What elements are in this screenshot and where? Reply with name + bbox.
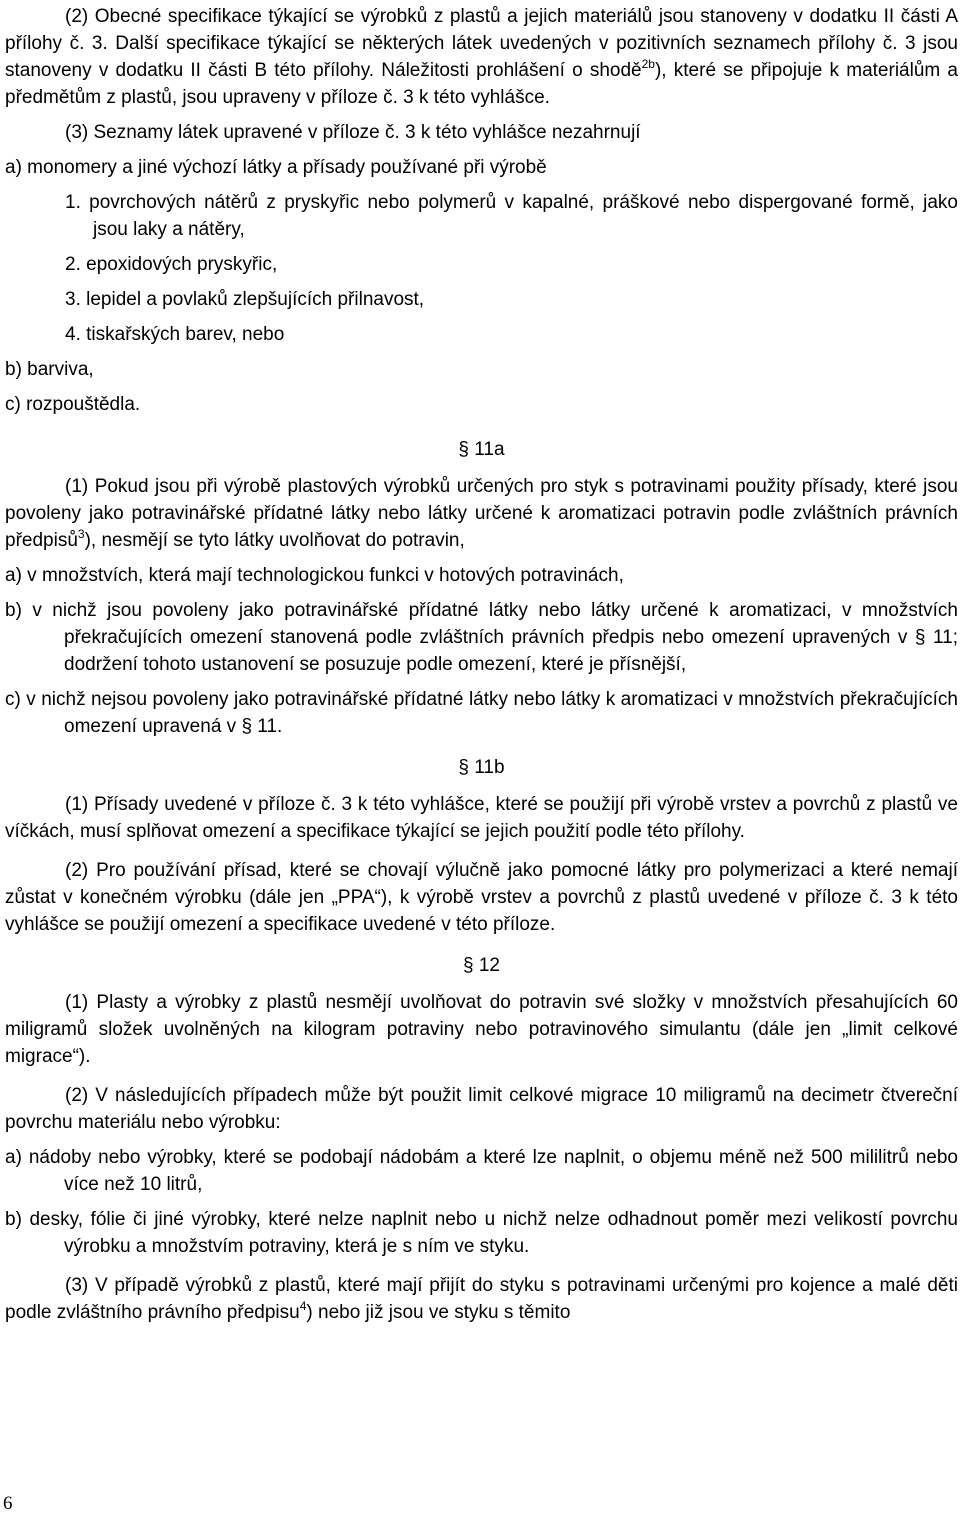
section-12-item-b: b) desky, fólie či jiné výrobky, které nelze naplnit nebo u nichž nelze odhadnout poměr mezi velikostí povrchu výrobku a množstvím potraviny, která je s ním ve styku. xyxy=(5,1209,958,1257)
section-12-paragraph-2: (2) V následujících případech může být použit limit celkové migrace 10 miligramů na decimetr čtvereční povrchu materiálu nebo výrobku: xyxy=(5,1085,958,1133)
section-heading-11a: § 11a xyxy=(458,439,505,460)
section-heading-11b: § 11b xyxy=(458,757,505,778)
paragraph-lists-exclusion: (3) Seznamy látek upravené v příloze č. 3 k této vyhlášce nezahrnují xyxy=(65,122,641,143)
footnote-ref[interactable]: 3 xyxy=(77,527,85,541)
list-item-1: 1. povrchových nátěrů z pryskyřic nebo polymerů v kapalné, práškové nebo dispergované formě, jako jsou laky a nátěry, xyxy=(65,192,958,240)
list-item-4: 4. tiskařských barev, nebo xyxy=(65,324,285,345)
section-12-paragraph-1: (1) Plasty a výrobky z plastů nesmějí uvolňovat do potravin své složky v množstvích přesahujících 60 miligramů složek uvolněných na kilogram potraviny nebo potravinového simulantu (dále jen „limit celkové migrace“). xyxy=(5,992,958,1067)
list-item-b: b) barviva, xyxy=(5,359,94,380)
section-11a-item-a: a) v množstvích, která mají technologickou funkci v hotových potravinách, xyxy=(5,565,624,586)
list-item-3: 3. lepidel a povlaků zlepšujících přilnavost, xyxy=(65,289,425,310)
section-12-paragraph-3: (3) V případě výrobků z plastů, které mají přijít do styku s potravinami určenými pro kojence a malé děti podle zvláštního právního předpisu$^4$) nebo již jsou ve styku s těmito xyxy=(5,1275,958,1323)
section-11a-item-b: b) v nichž jsou povoleny jako potravinářské přídatné látky nebo látky určené k aromatizaci, v množstvích překračujících omezení stanovená podle zvláštních právních předpis nebo omezení upravených v § 11; dodržení tohoto ustanovení se posuzuje podle omezení, které je přísnější, xyxy=(5,600,958,675)
section-12-item-a: a) nádoby nebo výrobky, které se podobají nádobám a které lze naplnit, o objemu méně než 500 mililitrů nebo více než 10 litrů, xyxy=(5,1147,958,1195)
section-11b-paragraph-2: (2) Pro používání přísad, které se chovají výlučně jako pomocné látky pro polymerizaci a které nemají zůstat v konečném výrobku (dále jen „PPA“), k výrobě vrstev a povrchů z plastů uvedené v příloze č. 3 k této vyhlášce se použijí omezení a specifikace uvedené v této příloze. xyxy=(5,860,958,935)
list-item-c: c) rozpouštědla. xyxy=(5,394,141,415)
document-page xyxy=(5,3,958,1326)
list-item-a: a) monomery a jiné výchozí látky a přísady používané při výrobě xyxy=(5,157,547,178)
list-item-2: 2. epoxidových pryskyřic, xyxy=(65,254,278,275)
section-11a-item-c: c) v nichž nejsou povoleny jako potravinářské přídatné látky nebo látky k aromatizaci v množstvích překračujících omezení upravená v § 11. xyxy=(5,689,958,737)
section-heading-12: § 12 xyxy=(463,955,500,976)
footnote-ref[interactable]: 2b xyxy=(641,57,655,71)
paragraph-general-specifications: (2) Obecné specifikace týkající se výrobků z plastů a jejich materiálů jsou stanoveny v dodatku II části A přílohy č. 3. Další specifikace týkající se některých látek uvedených v pozitivních seznamech přílohy č. 3 jsou stanoveny v dodatku II části B této přílohy. Náležitosti prohlášení o shodě$^{2b}$), které se připojuje k materiálům a předmětům z plastů, jsou upraveny v příloze č. 3 k této vyhlášce. xyxy=(5,6,958,108)
page-number: 6 xyxy=(3,1493,13,1514)
section-11b-paragraph-1: (1) Přísady uvedené v příloze č. 3 k této vyhlášce, které se použijí při výrobě vrstev a povrchů z plastů ve víčkách, musí splňovat omezení a specifikace týkající se jejich použití podle této přílohy. xyxy=(5,794,958,842)
section-11a-paragraph-1: (1) Pokud jsou při výrobě plastových výrobků určených pro styk s potravinami použity přísady, které jsou povoleny jako potravinářské přídatné látky nebo látky určené k aromatizaci potravin podle zvláštních právních předpisů$^3$), nesmějí se tyto látky uvolňovat do potravin, xyxy=(5,476,958,551)
footnote-ref[interactable]: 4 xyxy=(299,1299,307,1313)
